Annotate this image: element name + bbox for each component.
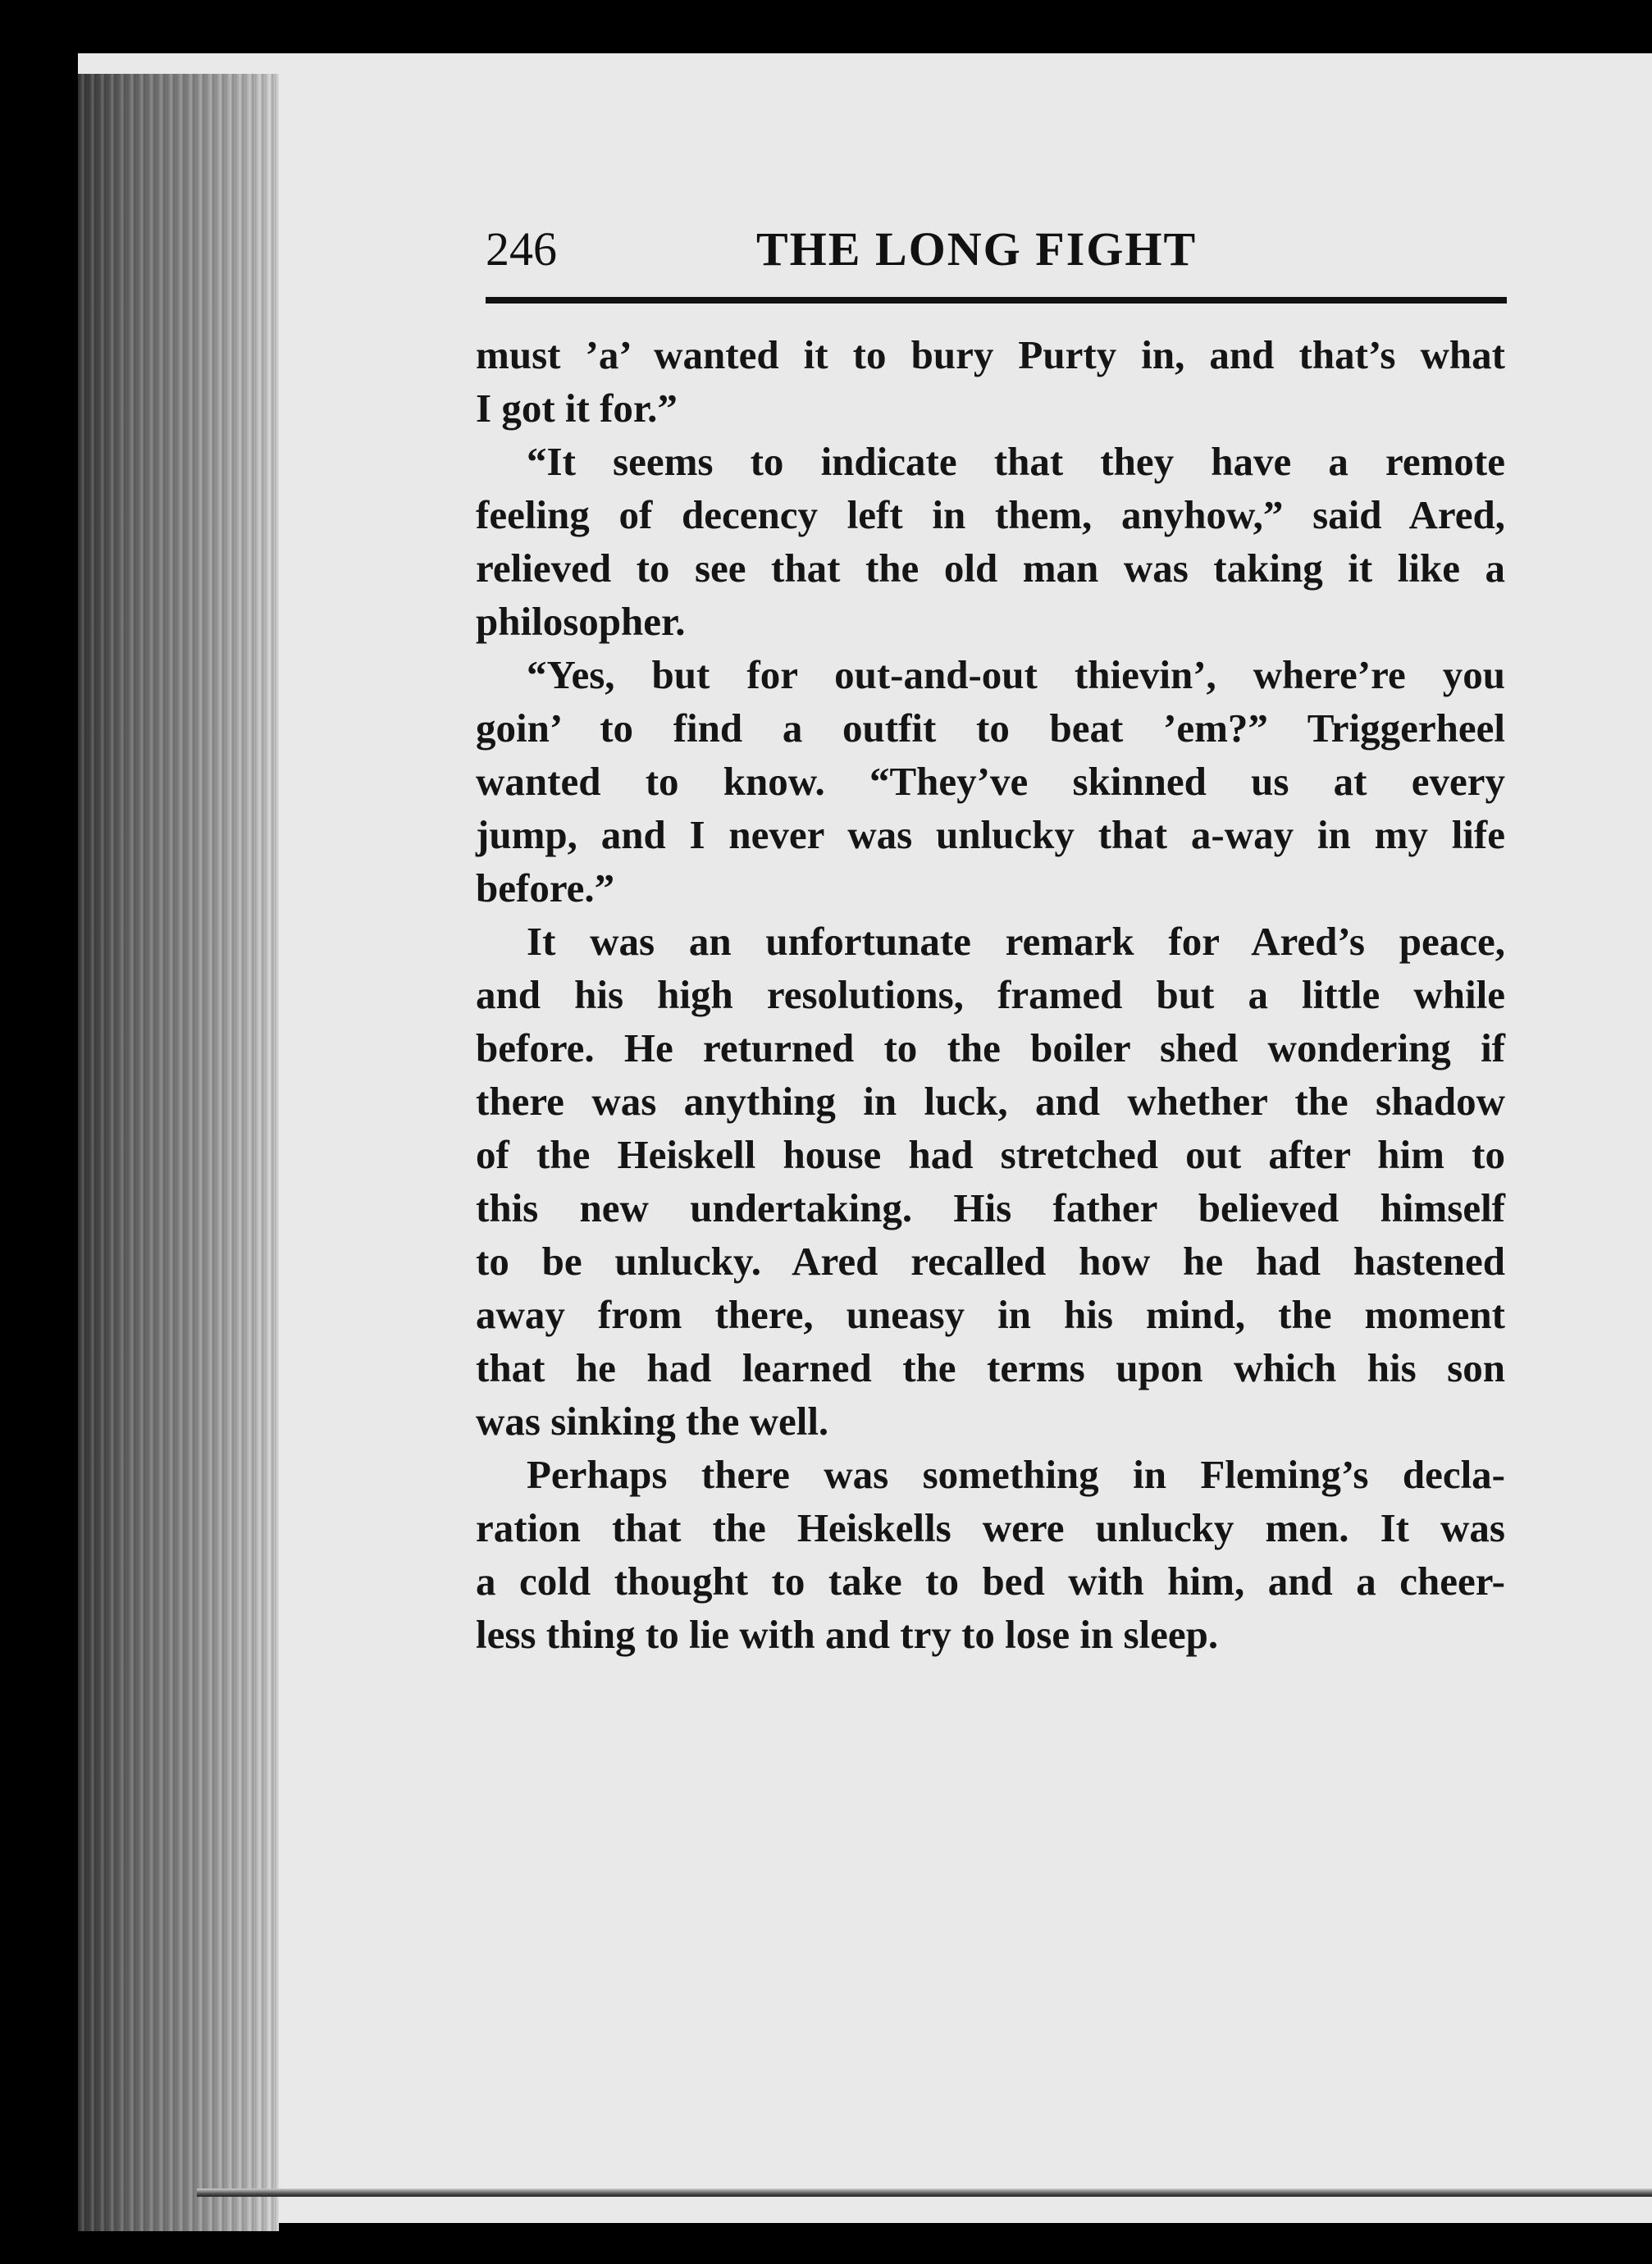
text-line: “Yes, but for out-and-out thievin’, where’re you	[527, 652, 1505, 697]
text-line: before. He returned to the boiler shed wondering if	[476, 1025, 1505, 1070]
header-rule	[486, 297, 1507, 304]
text-line: ration that the Heiskells were unlucky men. It was	[476, 1505, 1505, 1550]
text-line: before.”	[476, 865, 615, 911]
text-line: “It seems to indicate that they have a remote	[527, 439, 1505, 484]
book-gutter-edge	[78, 74, 279, 2231]
text-line: of the Heiskell house had stretched out after him to	[476, 1132, 1505, 1177]
text-line: that he had learned the terms upon which his son	[476, 1345, 1505, 1390]
text-line: wanted to know. “They’ve skinned us at every	[476, 759, 1505, 804]
page-number: 246	[486, 222, 557, 276]
body-text	[476, 328, 1505, 1661]
text-line: goin’ to find a outfit to beat ’em?” Triggerheel	[476, 705, 1505, 751]
text-line: to be unlucky. Ared recalled how he had hastened	[476, 1239, 1505, 1284]
text-line: I got it for.”	[476, 386, 678, 431]
text-line: and his high resolutions, framed but a little while	[476, 972, 1505, 1017]
running-head	[486, 215, 1507, 281]
text-line: feeling of decency left in them, anyhow,” said Ared,	[476, 492, 1505, 537]
text-line: was sinking the well.	[476, 1399, 829, 1444]
text-line: jump, and I never was unlucky that a-way in my life	[476, 812, 1505, 857]
text-line: It was an unfortunate remark for Ared’s peace,	[527, 919, 1505, 964]
text-line: relieved to see that the old man was taking it like a	[476, 545, 1505, 591]
text-line: a cold thought to take to bed with him, and a cheer-	[476, 1559, 1505, 1604]
text-line: away from there, uneasy in his mind, the moment	[476, 1292, 1505, 1337]
text-line: there was anything in luck, and whether the shadow	[476, 1079, 1505, 1124]
page-bottom-edge	[197, 2189, 1652, 2197]
text-line: philosopher.	[476, 599, 686, 644]
text-line: must ’a’ wanted it to bury Purty in, and that’s what	[476, 332, 1505, 377]
text-line: this new undertaking. His father believed himself	[476, 1185, 1505, 1230]
text-line: less thing to lie with and try to lose in sleep.	[476, 1612, 1219, 1657]
text-line: Perhaps there was something in Fleming’s decla-	[527, 1452, 1505, 1497]
book-title: THE LONG FIGHT	[756, 222, 1198, 276]
